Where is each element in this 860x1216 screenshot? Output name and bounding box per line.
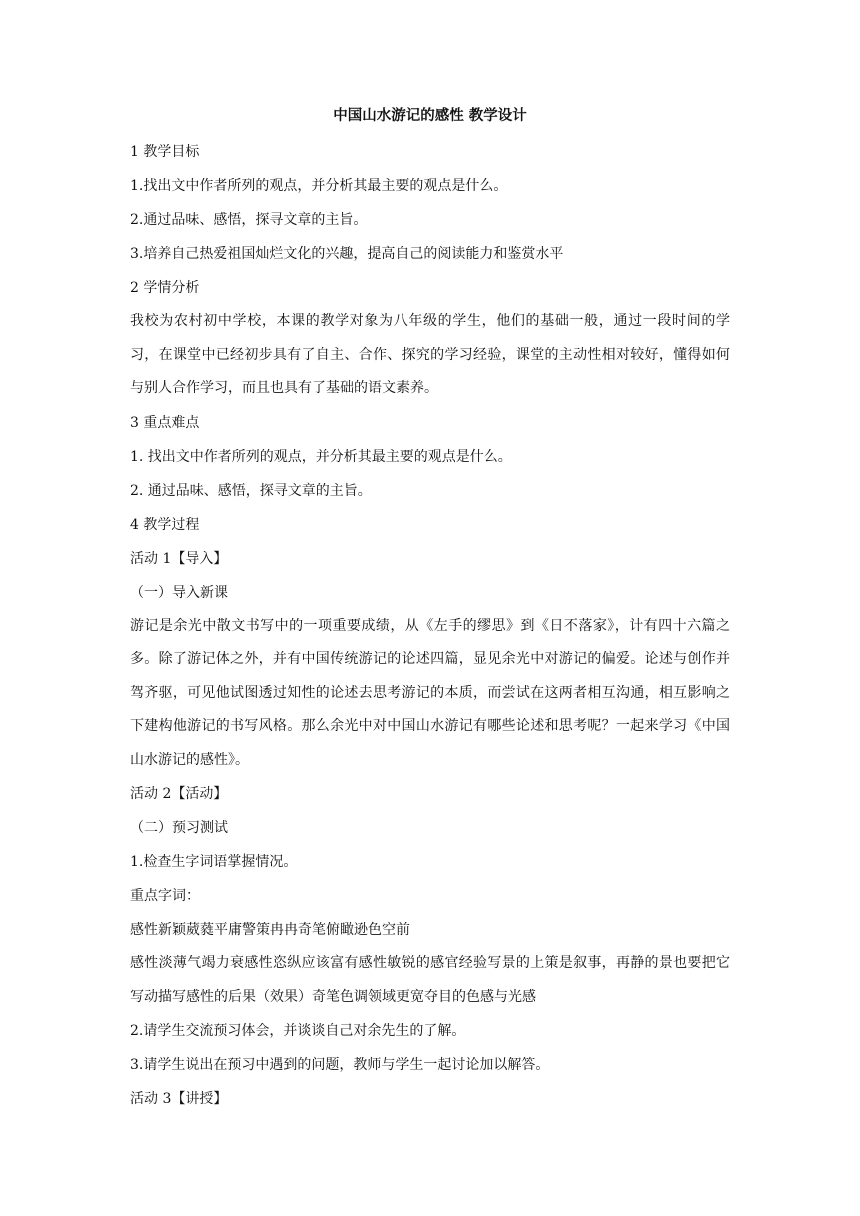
key-point-item-1: 1. 找出文中作者所列的观点，并分析其最主要的观点是什么。 <box>130 448 512 465</box>
key-point-item-2: 2. 通过品味、感悟，探寻文章的主旨。 <box>130 482 372 499</box>
document-page <box>130 106 730 1123</box>
student-analysis-paragraph: 我校为农村初中学校，本课的教学对象为八年级的学生，他们的基础一般，通过一段时间的学习，在课堂中已经初步具有了自主、合作、探究的学习经验，课堂的主动性相对较好，懂得如何与别人合作学习，而且也具有了基础的语文素养。 <box>130 313 730 396</box>
document-title: 中国山水游记的感性 教学设计 <box>333 107 527 124</box>
preview-item-2: 2.请学生交流预习体会，并谈谈自己对余先生的了解。 <box>130 1023 466 1039</box>
key-phrases-paragraph: 感性淡薄气竭力衰感性恣纵应该富有感性敏锐的感官经验写景的上策是叙事，再静的景也要把它写动描写感性的后果（效果）奇笔色调领域更宽夺目的色感与光感 <box>130 955 730 1005</box>
key-words-list: 感性新颖葳蕤平庸警策冉冉奇笔俯瞰逊色空前 <box>130 922 410 938</box>
subsection-intro-heading: （一）导入新课 <box>130 584 228 601</box>
activity-1-heading: 活动 1【导入】 <box>130 550 228 567</box>
subsection-preview-test-heading: （二）预习测试 <box>130 820 228 836</box>
section-heading-key-points: 3 重点难点 <box>130 414 200 431</box>
goal-item-1: 1.找出文中作者所列的观点，并分析其最主要的观点是什么。 <box>130 178 508 194</box>
section-heading-teaching-goals: 1 教学目标 <box>130 144 200 160</box>
goal-item-3: 3.培养自己热爱祖国灿烂文化的兴趣，提高自己的阅读能力和鉴赏水平 <box>130 246 564 262</box>
section-heading-student-analysis: 2 学情分析 <box>130 280 200 296</box>
intro-paragraph: 游记是余光中散文书写中的一项重要成绩，从《左手的缪思》到《日不落家》，计有四十六篇之多。除了游记体之外，并有中国传统游记的论述四篇，显见余光中对游记的偏爱。论述与创作并驾齐驱，可见他试图透过知性的论述去思考游记的本质，而尝试在这两者相互沟通，相互影响之下建构他游记的书写风格。那么余光中对中国山水游记有哪些论述和思考呢？一起来学习《中国山水游记的感性》。 <box>130 617 730 768</box>
goal-item-2: 2.通过品味、感悟，探寻文章的主旨。 <box>130 212 368 228</box>
key-words-label: 重点字词： <box>130 888 200 904</box>
activity-3-heading: 活动 3【讲授】 <box>130 1091 228 1107</box>
preview-item-3: 3.请学生说出在预习中遇到的问题，教师与学生一起讨论加以解答。 <box>130 1057 550 1073</box>
preview-item-1: 1.检查生字词语掌握情况。 <box>130 854 298 870</box>
activity-2-heading: 活动 2【活动】 <box>130 786 228 802</box>
section-heading-teaching-process: 4 教学过程 <box>130 516 200 533</box>
